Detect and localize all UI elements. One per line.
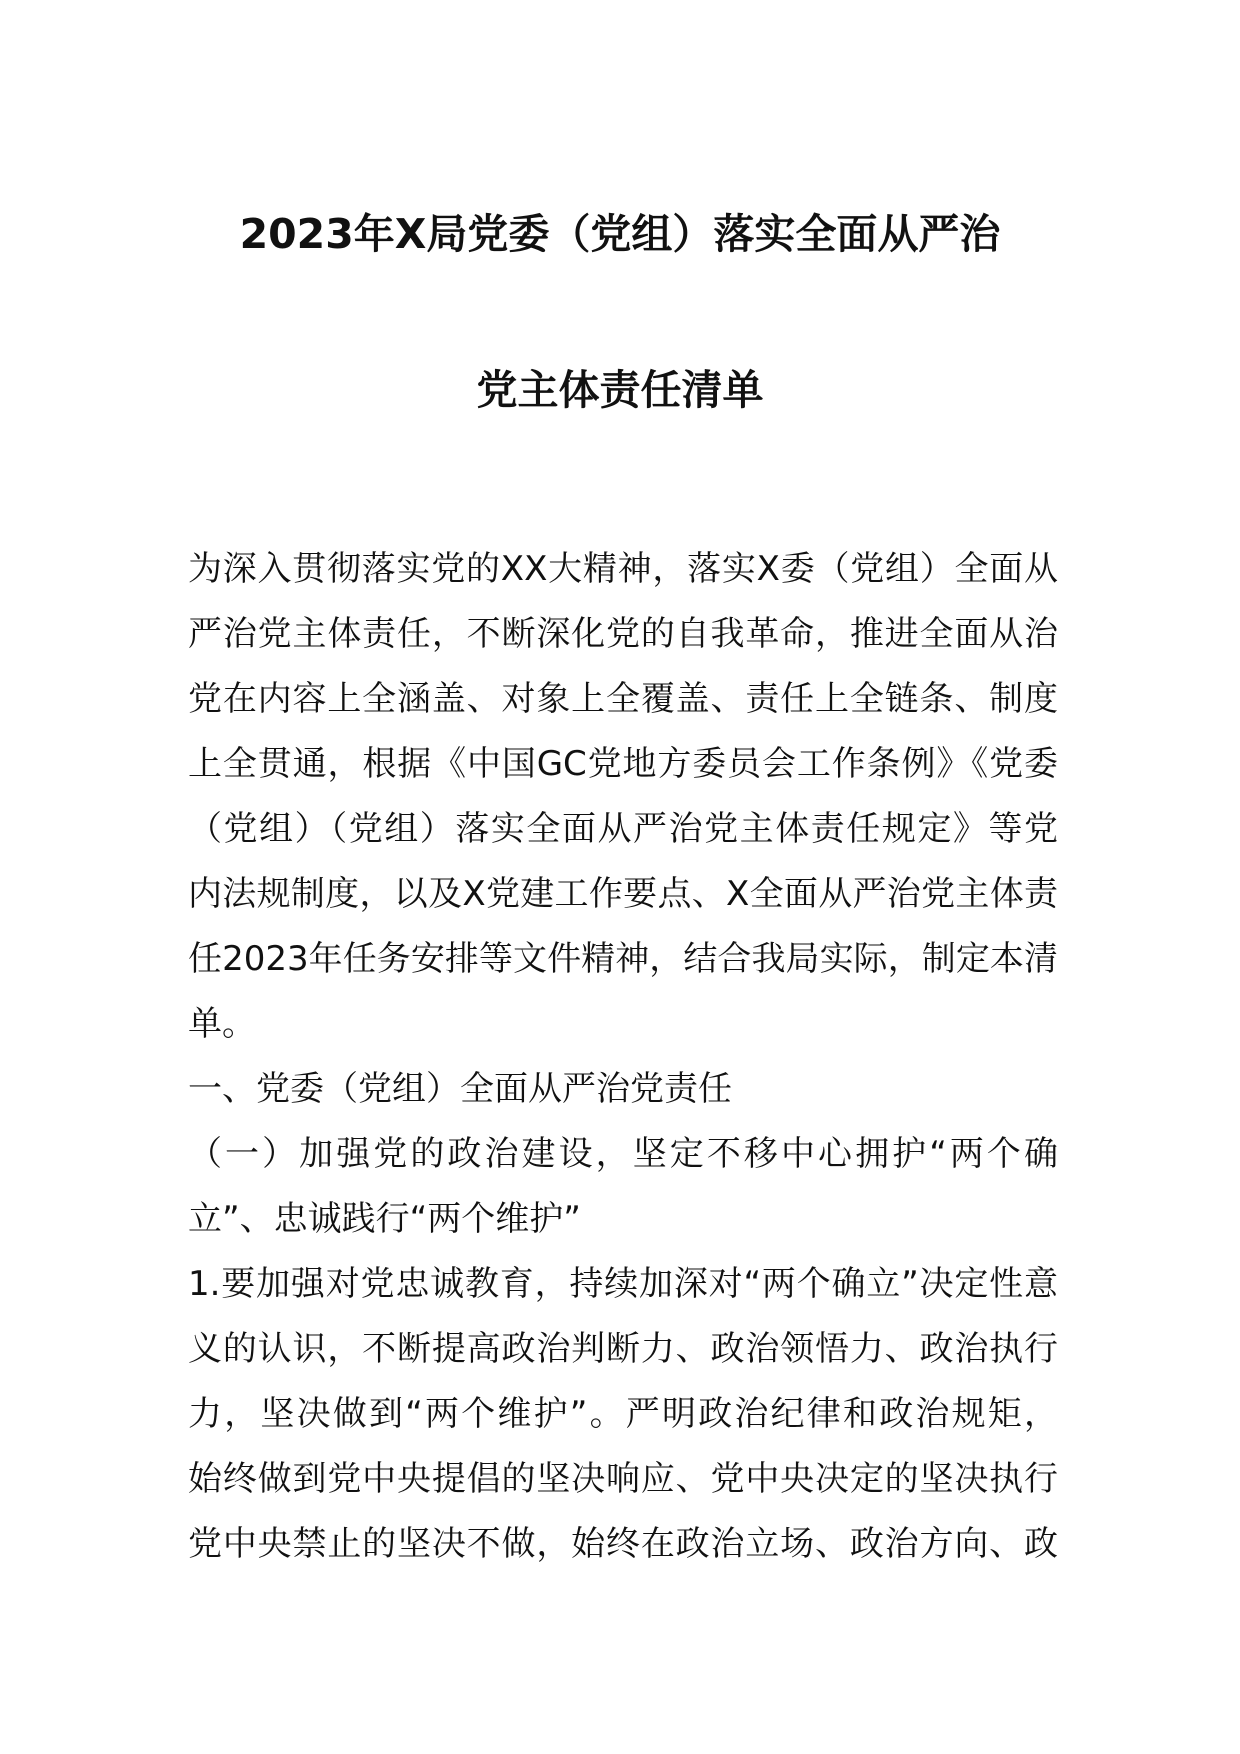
- item-1-line-2: 义的认识，不断提高政治判断力、政治领悟力、政治执行: [188, 1329, 1058, 1369]
- document-title-line-1: 2023年X局党委（党组）落实全面从严治: [239, 210, 1001, 258]
- body-line-1: 为深入贯彻落实党的XX大精神，落实X委（党组）全面从: [188, 549, 1058, 589]
- document-title-line-2: 党主体责任清单: [476, 366, 764, 414]
- subsection-heading-line-2: 立”、忠诚践行“两个维护”: [188, 1199, 581, 1239]
- item-1-line-1: 1.要加强对党忠诚教育，持续加深对“两个确立”决定性意: [188, 1264, 1058, 1304]
- body-line-3: 党在内容上全涵盖、对象上全覆盖、责任上全链条、制度: [188, 679, 1058, 719]
- body-line-4: 上全贯通，根据《中国GC党地方委员会工作条例》《党委: [188, 744, 1058, 784]
- body-line-8: 单。: [188, 1004, 256, 1044]
- body-line-2: 严治党主体责任，不断深化党的自我革命，推进全面从治: [188, 614, 1058, 654]
- body-line-7: 任2023年任务安排等文件精神，结合我局实际，制定本清: [188, 939, 1058, 979]
- section-heading: 一、党委（党组）全面从严治党责任: [188, 1069, 732, 1109]
- document-body: [188, 537, 1058, 1577]
- body-line-6: 内法规制度，以及X党建工作要点、X全面从严治党主体责: [188, 874, 1058, 914]
- item-1-line-3: 力，坚决做到“两个维护”。严明政治纪律和政治规矩，: [188, 1394, 1058, 1434]
- item-1-line-4: 始终做到党中央提倡的坚决响应、党中央决定的坚决执行: [188, 1459, 1058, 1499]
- item-1-line-5: 党中央禁止的坚决不做，始终在政治立场、政治方向、政: [188, 1524, 1058, 1564]
- body-line-5: （党组）（党组）落实全面从严治党主体责任规定》等党: [188, 809, 1058, 849]
- subsection-heading-line-1: （一）加强党的政治建设，坚定不移中心拥护“两个确: [188, 1134, 1058, 1174]
